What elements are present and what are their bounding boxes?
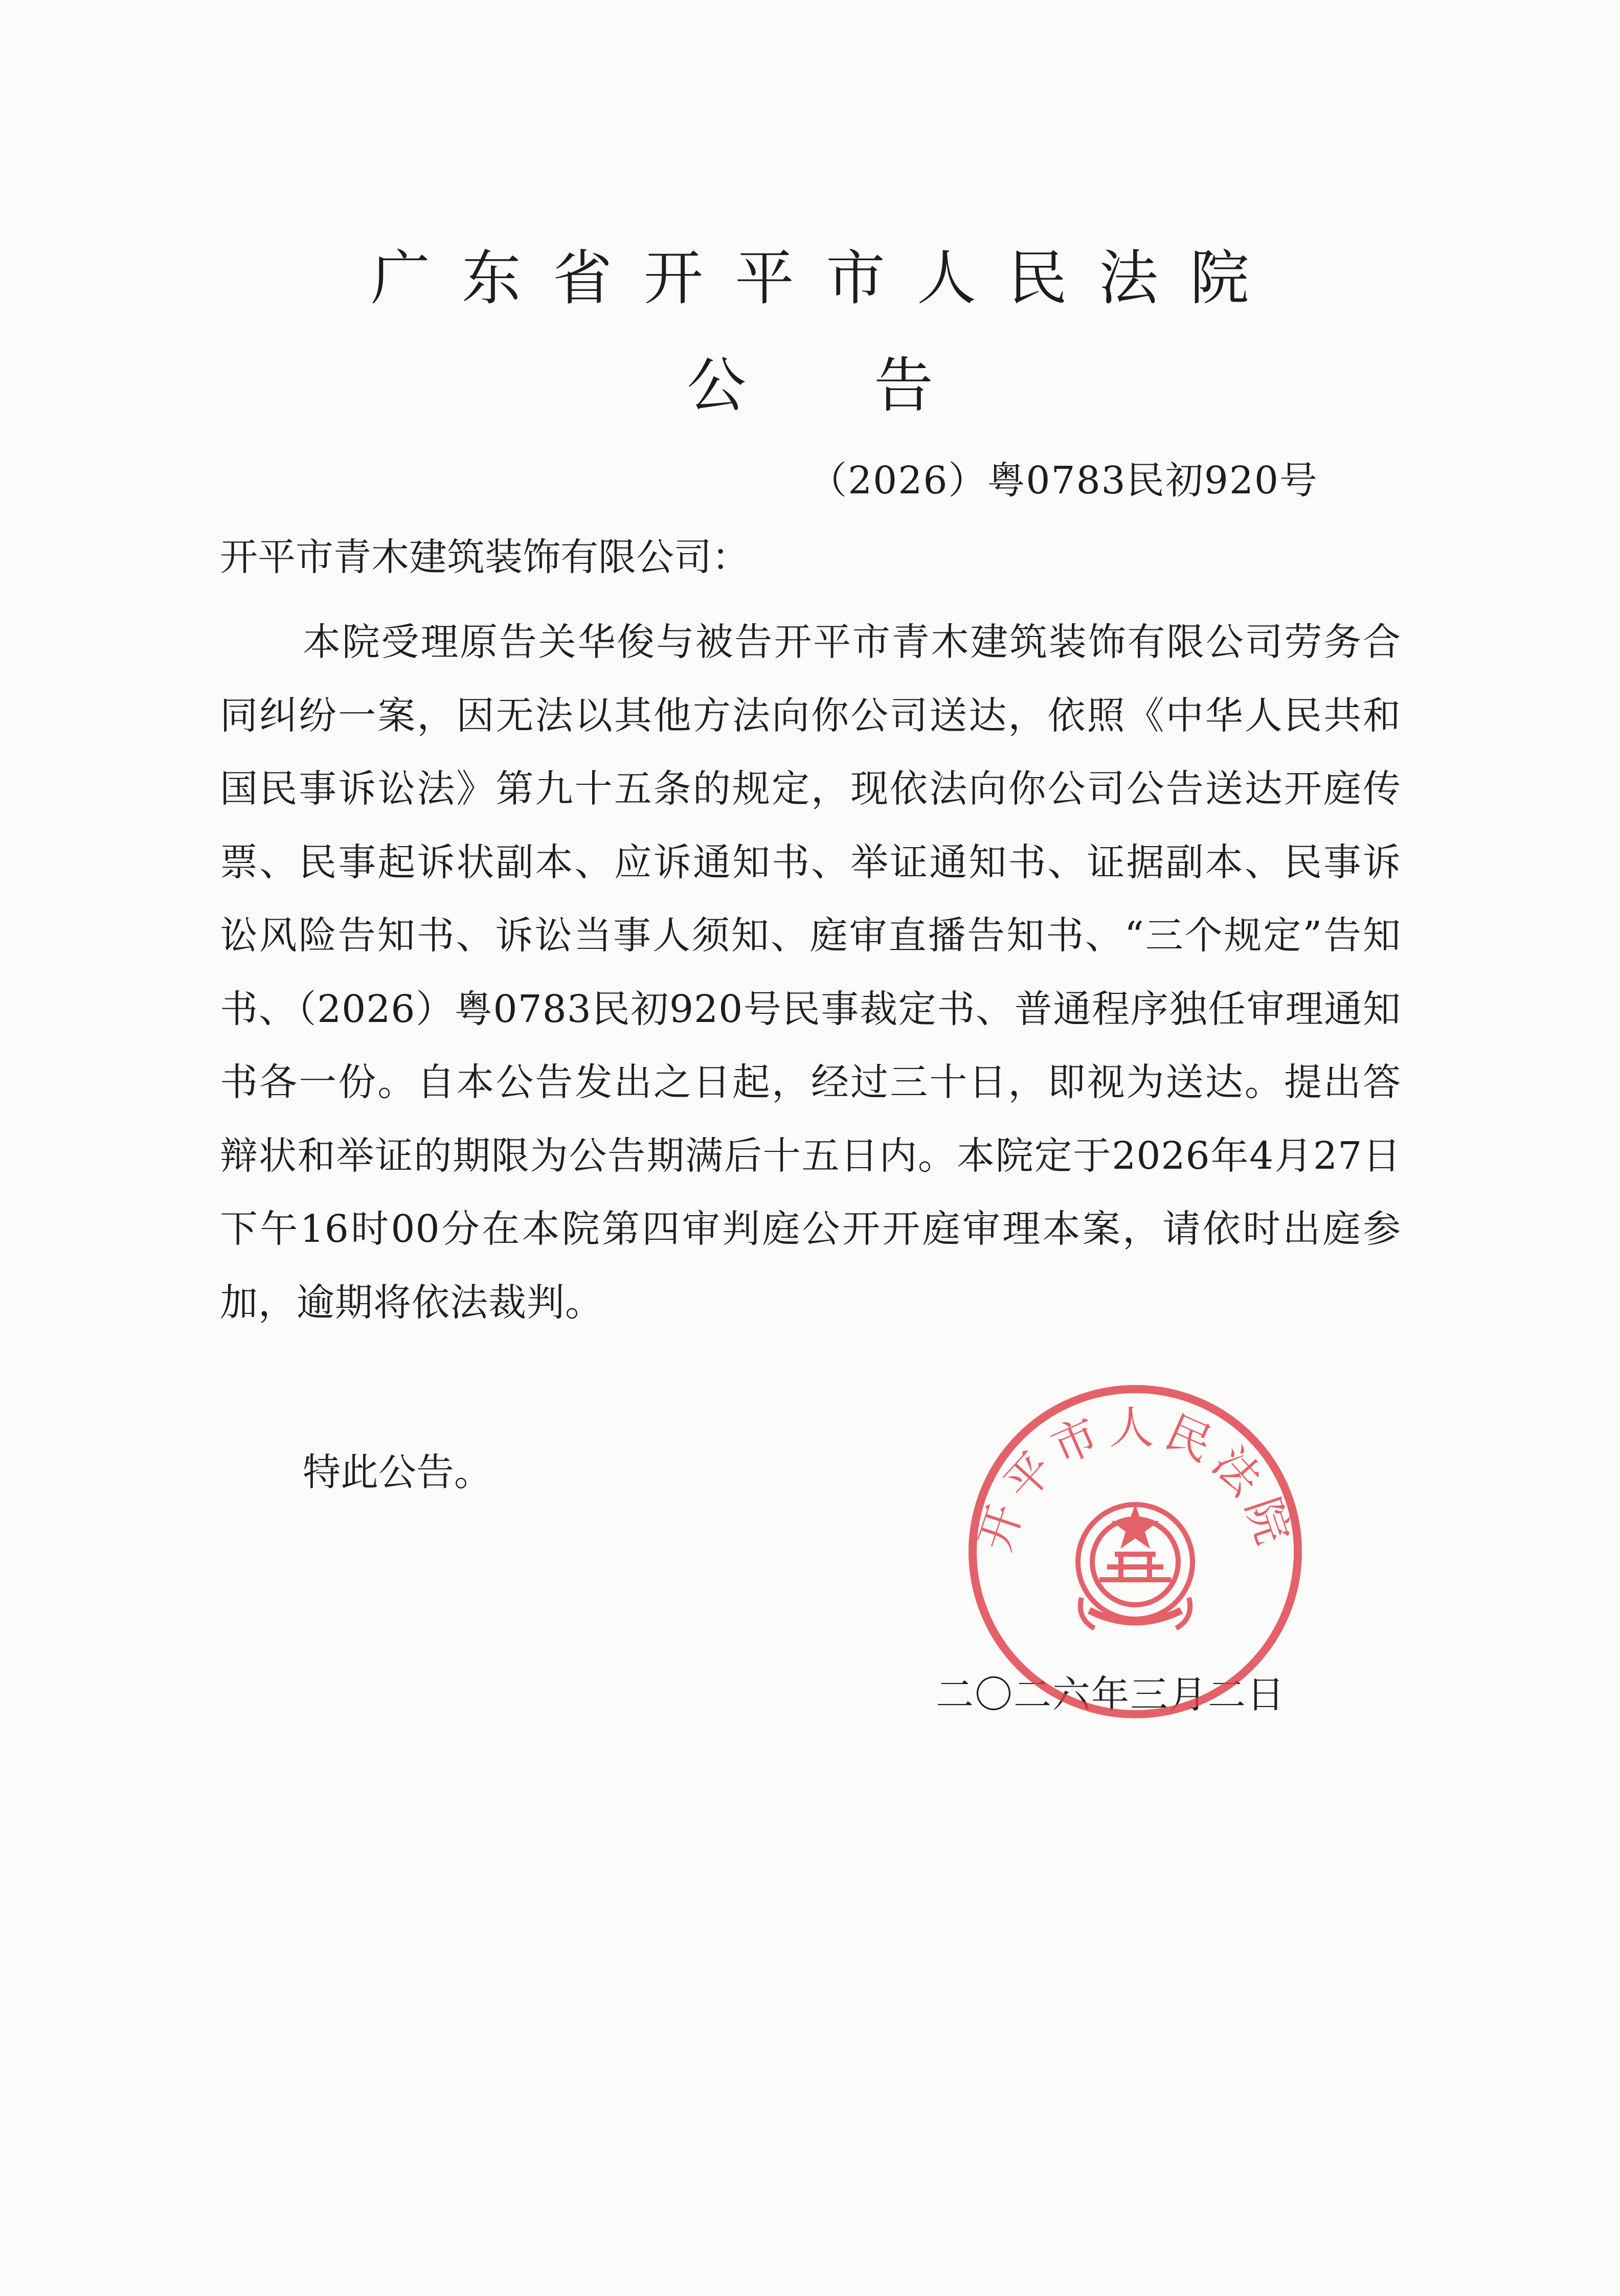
closing-line: 特此公告。 — [303, 1450, 492, 1494]
seal-text: 开平市人民法院 — [968, 1401, 1302, 1557]
court-seal-icon — [961, 1378, 1309, 1725]
court-seal-stamp — [961, 1378, 1309, 1725]
notice-body: 本院受理原告关华俊与被告开平市青木建筑装饰有限公司劳务合同纠纷一案，因无法以其他方法向你公司送达，依照《中华人民共和国民事诉讼法》第九十五条的规定，现依法向你公司公告送达开庭传票、民事起诉状副本、应诉通知书、举证通知书、证据副本、民事诉讼风险告知书、诉讼当事人须知、庭审直播告知书、“三个规定”告知书、（2026）粤0783民初920号民事裁定书、普通程序独任审理通知书各一份。自本公告发出之日起，经过三十日，即视为送达。提出答辩状和举证的期限为公告期满后十五日内。本院定于2026年4月27日下午16时00分在本院第四审判庭公开开庭审理本案，请依时出庭参加，逾期将依法裁判。 — [220, 620, 1401, 1325]
recipient-line: 开平市青木建筑装饰有限公司： — [220, 535, 750, 579]
national-emblem-icon — [1078, 1505, 1192, 1628]
notice-heading: 公告 — [687, 351, 1061, 420]
court-title: 广东省开平市人民法院 — [371, 244, 1281, 313]
case-number: （2026）粤0783民初920号 — [809, 459, 1318, 503]
issue-date: 二〇二六年三月二日 — [936, 1673, 1286, 1717]
